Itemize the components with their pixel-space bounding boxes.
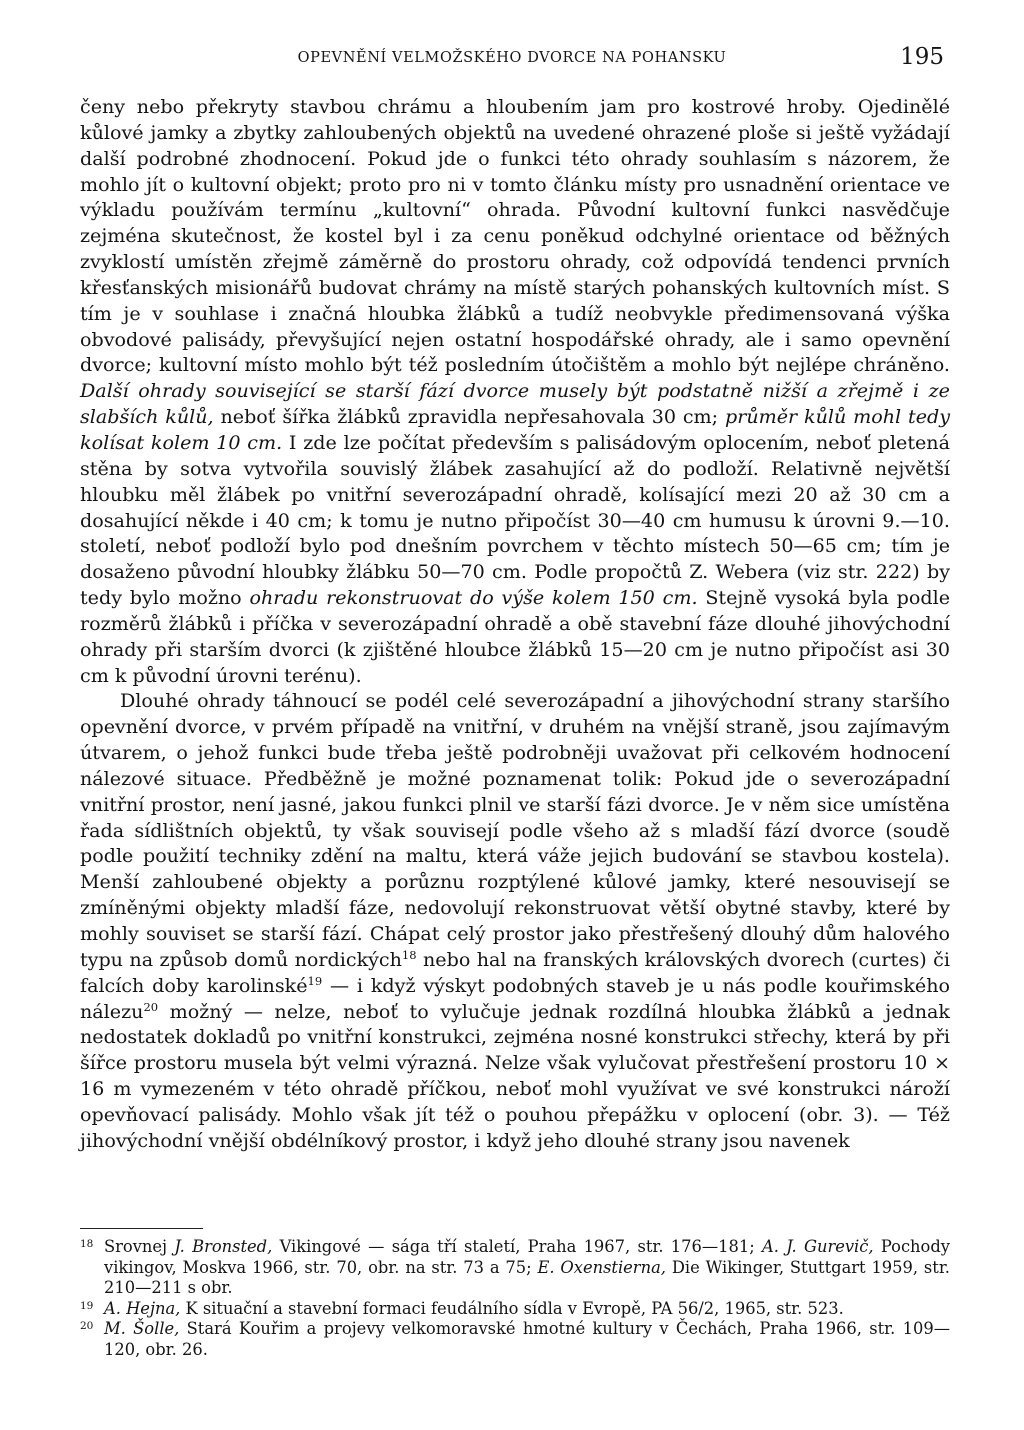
footnote-19-text: K situační a stavební formaci feudálního sídla v Evropě, PA 56/2, 1965, str. 523. bbox=[180, 1298, 844, 1318]
footnote-number: 20 bbox=[80, 1320, 94, 1333]
paragraph-2-text-a: Dlouhé ohrady táhnoucí se podél celé severozápadní a jihovýchodní strany staršího opevnění dvorce, v prvém případě na vnitřní, v druhém na vnější straně, jsou zajímavým útvarem, o jehož funkci bude třeba ještě podrobněji uvažovat při celkovém hodnocení nálezové situace. Předběžně je možné poznamenat tolik: Pokud jde o severozápadní vnitřní prostor, není jasné, jakou funkci plnil ve starší fázi dvorce. Je v něm sice umístěna řada sídlištních objektů, ty však souvisejí podle všeho až s mladší fází dvorce (soudě podle použití techniky zdění na maltu, která váže jejich budování se stavbou kostela). Menší zahloubené objekty a porůznu rozptýlené kůlové jamky, které nesouvisejí se zmíněnými objekty mladší fáze, nedovolují rekonstruovat větší obytné stavby, které by mohly souviset se starší fází. Chápat celý prostor jako přestřešený dlouhý dům halového typu na způsob domů nordických bbox=[80, 689, 950, 971]
running-title: OPEVNĚNÍ VELMOŽSKÉHO DVORCE NA POHANSKU bbox=[297, 50, 727, 66]
page-number: 195 bbox=[900, 44, 944, 70]
footnote-18-text-d: Die Wikinger, Stuttgart 1959, str. 210—211 s obr. bbox=[104, 1257, 950, 1298]
footnote-divider bbox=[80, 1228, 203, 1229]
paragraph-1-text-d: Stejně vysoká byla podle rozměrů žlábků i příčka v severozápadní ohradě a obě stavební fáze dlouhé jihovýchodní ohrady při starším dvorci (k zjištěné hloubce žlábků 15—20 cm je nutno připočíst asi 30 cm k původní úrovni terénu). bbox=[80, 586, 951, 687]
footnote-18-author-c: E. Oxenstierna, bbox=[537, 1257, 666, 1277]
paragraph-1-italic-c: ohradu rekonstruovat do výše kolem 150 cm. bbox=[249, 586, 698, 610]
footnote-18-text-c: Pochody vikingov, Moskva 1966, str. 70, obr. na str. 73 a 75; bbox=[104, 1237, 950, 1277]
paragraph-2-text-d: možný — nelze, neboť to vylučuje jednak rozdílná hloubka žlábků a jednak nedostatek dokladů po vnitřní konstrukci, zejména nosné konstrukci střechy, která by při šířce prostoru musela být velmi výrazná. Nelze však vylučovat přestřešení prostoru 10 × 16 m vymezeném v této ohradě příčkou, neboť mohl využívat ve své konstrukci nároží opevňovací palisády. Mohlo však jít též o pouhou přepážku v oplocení (obr. 3). — Též jihovýchodní vnější obdélníkový prostor, i když jeho dlouhé strany jsou navenek bbox=[80, 999, 950, 1152]
footnote-19-author: A. Hejna, bbox=[104, 1298, 181, 1318]
paragraph-2 bbox=[80, 688, 950, 1153]
footnote-18-text-a: Srovnej bbox=[104, 1237, 175, 1256]
footnotes bbox=[80, 1237, 950, 1361]
body-text bbox=[80, 94, 950, 1154]
footnote-18 bbox=[80, 1237, 950, 1299]
footnote-20 bbox=[80, 1319, 950, 1360]
paragraph-1-text-b: neboť šířka žlábků zpravidla nepřesahovala 30 cm; bbox=[213, 405, 725, 429]
footnote-18-author-b: A. J. Gurevič, bbox=[762, 1237, 874, 1256]
footnote-18-text-b: Vikingové — sága tří staletí, Praha 1967, str. 176—181; bbox=[272, 1237, 763, 1256]
paragraph-1-text-c: I zde lze počítat především s palisádovým oplocením, neboť pletená stěna by sotva vytvořila souvislý žlábek zasahující až do podloží. Relativně největší hloubku měl žlábek po vnitřní severozápadní ohradě, kolísající mezi 20 až 30 cm a dosahující někde i 40 cm; k tomu je nutno připočíst 30—40 cm humusu k úrovni 9.—10. století, neboť podloží bylo pod dnešním povrchem v těchto místech 50—65 cm; tím je dosaženo původní hloubky žlábku 50—70 cm. Podle propočtů Z. Webera (viz str. 222) by tedy bylo možno bbox=[80, 430, 950, 610]
paragraph-1 bbox=[80, 94, 950, 688]
paragraph-1-italic-b: průměr kůlů mohl tedy kolísat kolem 10 cm. bbox=[80, 405, 950, 454]
paragraph-2-text-c: — i když výskyt podobných staveb je u nás podle kouřimského nálezu bbox=[80, 973, 950, 1023]
footnote-ref-18[interactable]: 18 bbox=[401, 947, 417, 962]
footnote-20-text: Stará Kouřim a projevy velkomoravské hmotné kultury v Čechách, Praha 1966, str. 109—120, obr. 26. bbox=[104, 1319, 950, 1359]
footnote-text bbox=[104, 1319, 950, 1360]
footnote-18-author-a: J. Bronsted, bbox=[174, 1237, 273, 1256]
footnote-ref-19[interactable]: 19 bbox=[307, 973, 323, 988]
footnote-text bbox=[104, 1299, 950, 1320]
footnote-number: 19 bbox=[80, 1299, 94, 1312]
paragraph-2-text-b: nebo hal na franských královských dvorech (curtes) či falcích doby karolinské bbox=[80, 947, 950, 997]
footnote-19 bbox=[80, 1299, 950, 1320]
footnote-number: 18 bbox=[80, 1238, 94, 1250]
paragraph-1-italic-a: Další ohrady související se starší fází dvorce musely být podstatně nižší a zřejmě i ze slabších kůlů, bbox=[80, 379, 950, 429]
running-header bbox=[80, 44, 944, 74]
footnote-ref-20[interactable]: 20 bbox=[143, 999, 159, 1014]
footnote-text bbox=[104, 1237, 950, 1299]
paragraph-1-text-a: čeny nebo překryty stavbou chrámu a hloubením jam pro kostrové hroby. Ojedinělé kůlové jamky a zbytky zahloubených objektů na uvedené ohrazené ploše si ještě vyžádají další podrobné zhodnocení. Pokud jde o funkci této ohrady souhlasím s názorem, že mohlo jít o kultovní objekt; proto pro ni v tomto článku místy pro usnadnění orientace ve výkladu používám termínu „kultovní“ ohrada. Původní kultovní funkci nasvědčuje zejména skutečnost, že kostel byl i za cenu poněkud odchylné orientace od běžných zvyklostí umístěn zřejmě záměrně do prostoru ohrady, což odpovídá tendenci prvních křesťanských misionářů budovat chrámy na místě starých pohanských kultovních míst. S tím je v souhlase i značná hloubka žlábků a tudíž neobvykle předimensovaná výška obvodové palisády, převyšující nejen ostatní hospodářské ohrady, ale i samo opevnění dvorce; kultovní místo mohlo být též posledním útočištěm a mohlo být nejlépe chráněno. bbox=[80, 95, 950, 377]
footnote-20-author: M. Šolle, bbox=[104, 1319, 180, 1339]
